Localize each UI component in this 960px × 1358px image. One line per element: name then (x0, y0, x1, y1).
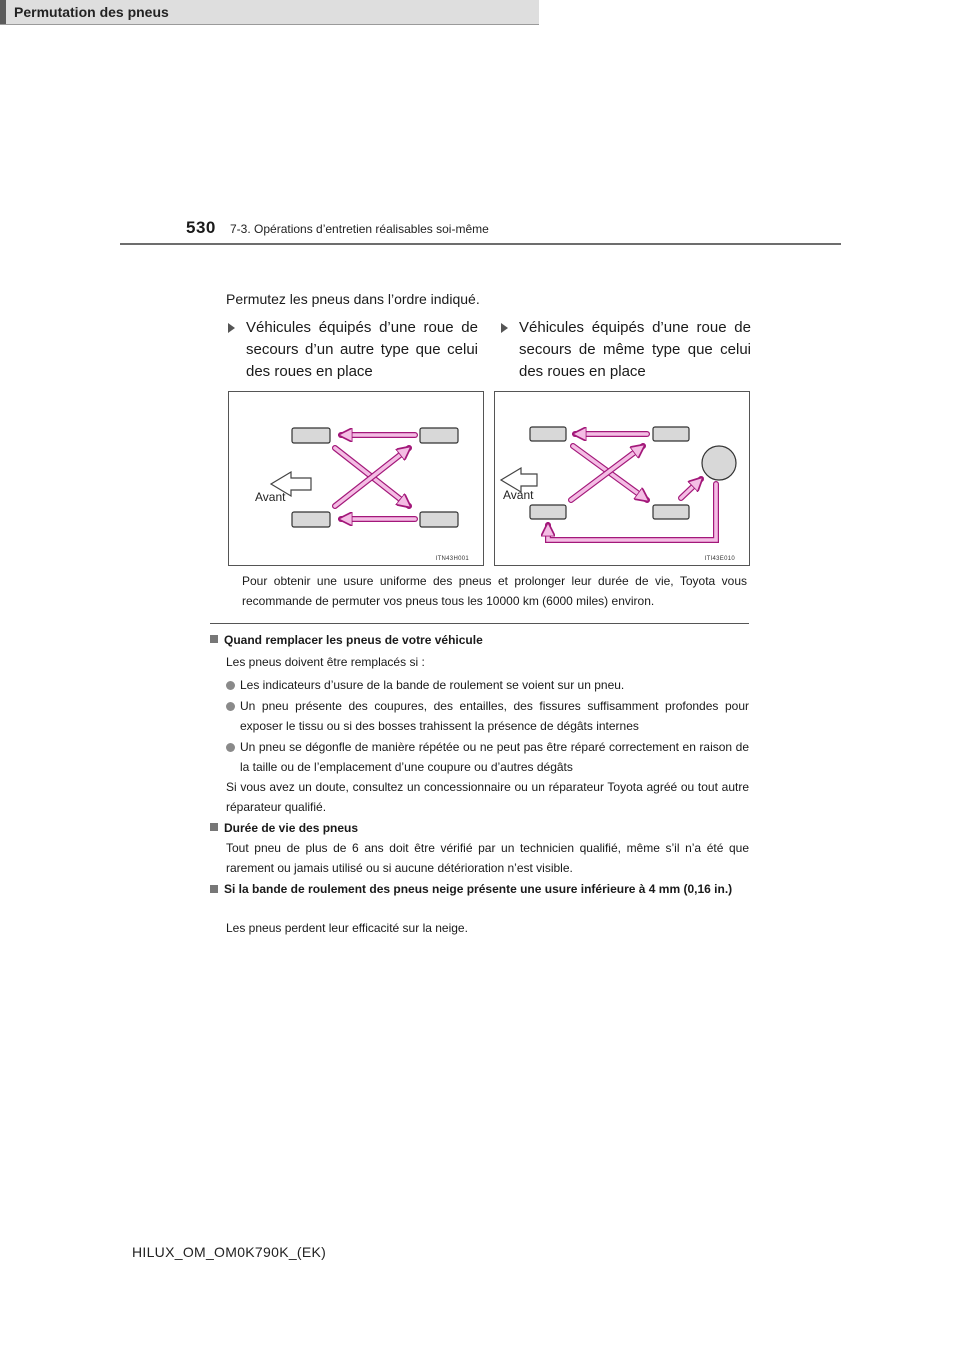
replace-bullet-3: Un pneu se dégonfle de manière répétée ou ne peut pas être réparé correctement en raison de la taille ou de l’emplacement d’une coupure ou d’autres dégâts (226, 737, 749, 777)
circle-bullet-icon (226, 702, 235, 711)
replace-bullet-2: Un pneu présente des coupures, des entailles, des fissures suffisamment profondes pour exposer le tissu ou si des bosses trahissent la présence de dégâts internes (226, 696, 749, 736)
tire-life-text: Tout pneu de plus de 6 ans doit être vérifié par un technicien qualifié, même s’il n’a été que rarement ou jamais utilisé ou si aucune détérioration n’est visible. (226, 841, 749, 875)
tire-front-right (420, 428, 458, 443)
spare-tire (702, 446, 736, 480)
page-number: 530 (186, 218, 216, 237)
tire-rear-right (420, 512, 458, 527)
snow-tires-text: Les pneus perdent leur efficacité sur la neige. (226, 921, 468, 935)
tire-rear-left (530, 505, 566, 519)
rotation-diagram-five-wheel (494, 391, 750, 566)
replace-bullet-1: Les indicateurs d’usure de la bande de roulement se voient sur un pneu. (226, 675, 749, 695)
section-divider (210, 623, 749, 624)
replace-outro: Si vous avez un doute, consultez un concessionnaire ou un réparateur Toyota agréé ou tout autre réparateur qualifié. (226, 780, 749, 814)
circle-bullet-icon (226, 743, 235, 752)
square-bullet-icon (210, 823, 218, 831)
chapter-title: 7-3. Opérations d’entretien réalisables soi-même (230, 222, 489, 236)
triangle-bullet-icon (228, 323, 235, 333)
variant-heading-same-spare (501, 317, 751, 383)
rotation-diagram-svg (495, 392, 751, 567)
tire-rear-left (292, 512, 330, 527)
variant-text: Véhicules équipés d’une roue de secours d’un autre type que celui des roues en place (246, 319, 478, 380)
variant-text: Véhicules équipés d’une roue de secours de même type que celui des roues en place (519, 319, 751, 380)
section-heading-bar (0, 0, 539, 25)
rotation-diagram-svg (229, 392, 485, 567)
variant-heading-different-spare (228, 317, 478, 383)
figure-id: ITN43H001 (435, 556, 469, 562)
front-label: Avant (255, 490, 286, 504)
subheading-replace: Quand remplacer les pneus de votre véhicule (210, 630, 483, 650)
header-rule (120, 243, 841, 245)
subheading-tire-life: Durée de vie des pneus (210, 818, 358, 838)
footer-code: HILUX_OM_OM0K790K_(EK) (132, 1244, 327, 1260)
square-bullet-icon (210, 635, 218, 643)
subheading-snow-tires: Si la bande de roulement des pneus neige présente une usure inférieure à 4 mm (0,16 in.) (210, 879, 749, 899)
rotation-caption: Pour obtenir une usure uniforme des pneus et prolonger leur durée de vie, Toyota vous recommande de permuter vos pneus tous les 10000 km (6000 miles) environ. (242, 574, 747, 608)
section-intro: Permutez les pneus dans l’ordre indiqué. (226, 291, 480, 307)
section-title: Permutation des pneus (14, 4, 169, 20)
square-bullet-icon (210, 885, 218, 893)
rotation-diagram-four-wheel (228, 391, 484, 566)
figure-id: ITI43E010 (704, 556, 735, 562)
tire-front-right (653, 427, 689, 441)
circle-bullet-icon (226, 681, 235, 690)
replace-intro: Les pneus doivent être remplacés si : (226, 655, 425, 669)
tire-front-left (292, 428, 330, 443)
section-accent (0, 0, 6, 24)
triangle-bullet-icon (501, 323, 508, 333)
tire-front-left (530, 427, 566, 441)
front-label: Avant (503, 488, 534, 502)
tire-rear-right (653, 505, 689, 519)
